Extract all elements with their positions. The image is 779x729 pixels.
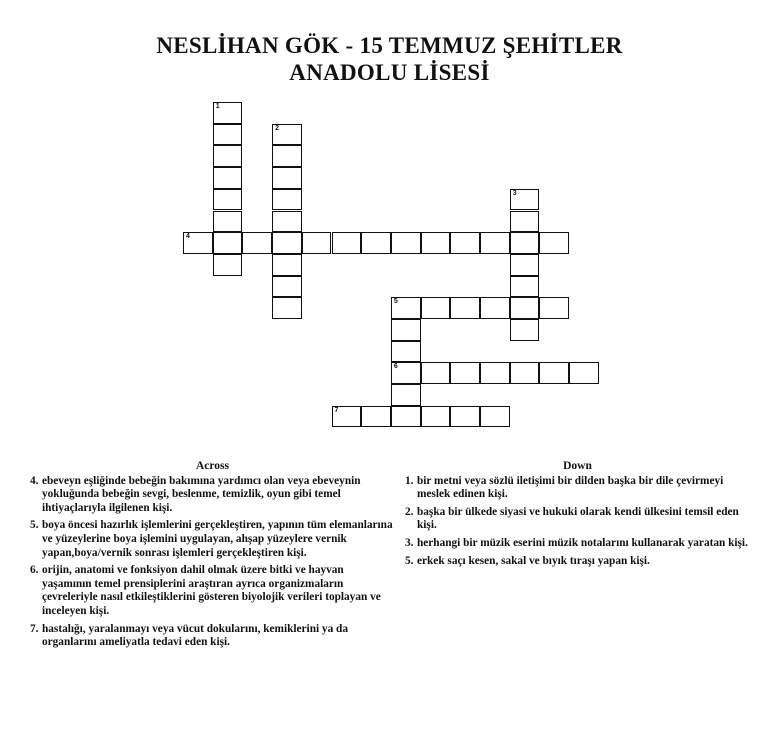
clue-text: bir metni veya sözlü iletişimi bir dilden başka bir dile çevirmeyi meslek edinen kişi. bbox=[417, 474, 724, 501]
crossword-cell[interactable] bbox=[391, 384, 421, 406]
cell-number: 7 bbox=[334, 406, 339, 414]
crossword-cell[interactable] bbox=[391, 341, 421, 363]
crossword-cell[interactable] bbox=[272, 211, 302, 233]
crossword-cell[interactable] bbox=[510, 232, 540, 254]
clue-number: 3. bbox=[405, 536, 414, 549]
crossword-grid bbox=[183, 102, 633, 442]
crossword-cell[interactable] bbox=[272, 145, 302, 167]
crossword-cell[interactable] bbox=[510, 276, 540, 298]
crossword-cell[interactable] bbox=[213, 232, 243, 254]
clue-text: erkek saçı kesen, sakal ve bıyık tıraşı yapan kişi. bbox=[417, 554, 650, 567]
clue-text: hastalığı, yaralanmayı veya vücut dokularını, kemiklerini ya da organlarını ameliyatla tedavi eden kişi. bbox=[42, 622, 348, 649]
crossword-cell[interactable] bbox=[272, 232, 302, 254]
across-heading: Across bbox=[195, 460, 229, 472]
crossword-cell[interactable] bbox=[272, 276, 302, 298]
clue-text: ebeveyn eşliğinde bebeğin bakımına yardımcı olan veya ebeveynin yokluğunda bebeğin sevgi, beslenme, temizlik, oyun gibi temel ihtiyaçlarıyla ilgilenen kişi. bbox=[42, 474, 361, 514]
crossword-cell[interactable] bbox=[480, 362, 510, 384]
title-line-2: ANADOLU LİSESİ bbox=[289, 60, 490, 85]
crossword-cell[interactable] bbox=[510, 319, 540, 341]
crossword-cell[interactable] bbox=[510, 297, 540, 319]
crossword-cell[interactable] bbox=[272, 167, 302, 189]
clue-text: boya öncesi hazırlık işlemlerini gerçekleştiren, yapının tüm elemanlarına ve yüzeylerine boya işlemini uygulayan, ahşap yüzeylere vernik yapan,boya/vernik sonrası işlemleri gerçekleştiren kişi. bbox=[42, 519, 393, 559]
clue-number: 5. bbox=[30, 519, 39, 532]
crossword-cell[interactable] bbox=[421, 406, 451, 428]
cell-number: 2 bbox=[275, 124, 279, 132]
clue-across-4 bbox=[30, 475, 395, 516]
cell-number: 4 bbox=[186, 233, 190, 241]
clue-number: 4. bbox=[30, 474, 39, 487]
clue-across-5 bbox=[30, 519, 395, 560]
clue-text: herhangi bir müzik eserini müzik notalarını kullanarak yaratan kişi. bbox=[417, 536, 748, 549]
crossword-cell[interactable] bbox=[242, 232, 272, 254]
clue-number: 1. bbox=[405, 474, 414, 487]
crossword-cell[interactable] bbox=[213, 102, 243, 124]
crossword-cell[interactable] bbox=[480, 232, 510, 254]
down-heading: Down bbox=[563, 460, 592, 472]
crossword-cell[interactable] bbox=[450, 362, 480, 384]
clue-text: orijin, anatomi ve fonksiyon dahil olmak üzere bitki ve hayvan yaşamının temel prensiplerini araştıran ayrıca organizmaların çevreleriyle nasıl etkileştiklerini gösteren biyolojik verileri toplayan ve inceleyen kişi. bbox=[42, 564, 381, 617]
cell-number: 1 bbox=[215, 103, 220, 110]
crossword-cell[interactable] bbox=[391, 406, 421, 428]
crossword-cell[interactable] bbox=[272, 189, 302, 211]
clue-number: 6. bbox=[30, 564, 39, 577]
crossword-cell[interactable] bbox=[450, 232, 480, 254]
crossword-cell[interactable] bbox=[421, 362, 451, 384]
crossword-cell[interactable] bbox=[391, 319, 421, 341]
crossword-cell[interactable] bbox=[213, 189, 243, 211]
clue-down-1 bbox=[405, 475, 750, 502]
down-clues bbox=[405, 460, 750, 572]
crossword-cell[interactable] bbox=[213, 167, 243, 189]
crossword-cell[interactable] bbox=[510, 362, 540, 384]
crossword-cell[interactable] bbox=[213, 145, 243, 167]
title-line-1: NESLİHAN GÖK - 15 TEMMUZ ŞEHİTLER bbox=[156, 33, 623, 58]
clue-down-5 bbox=[405, 555, 750, 569]
crossword-cell[interactable] bbox=[450, 297, 480, 319]
worksheet-title bbox=[0, 32, 779, 86]
crossword-cell[interactable] bbox=[213, 254, 243, 276]
crossword-cell[interactable] bbox=[361, 232, 391, 254]
crossword-cell[interactable] bbox=[510, 254, 540, 276]
crossword-cell[interactable] bbox=[272, 124, 302, 146]
clue-down-2 bbox=[405, 506, 750, 533]
crossword-cell[interactable] bbox=[332, 406, 362, 428]
crossword-cell[interactable] bbox=[361, 406, 391, 428]
clue-number: 2. bbox=[405, 505, 414, 518]
crossword-cell[interactable] bbox=[391, 362, 421, 384]
clue-number: 5. bbox=[405, 554, 414, 567]
crossword-cell[interactable] bbox=[302, 232, 332, 254]
across-clues bbox=[30, 460, 395, 654]
crossword-cell[interactable] bbox=[480, 297, 510, 319]
clue-text: başka bir ülkede siyasi ve hukuki olarak kendi ülkesini temsil eden kişi. bbox=[417, 505, 739, 532]
crossword-cell[interactable] bbox=[272, 297, 302, 319]
crossword-cell[interactable] bbox=[183, 232, 213, 254]
cell-number: 6 bbox=[393, 363, 398, 371]
cell-number: 5 bbox=[393, 298, 398, 306]
crossword-cell[interactable] bbox=[480, 406, 510, 428]
crossword-cell[interactable] bbox=[539, 362, 569, 384]
crossword-cell[interactable] bbox=[510, 189, 540, 211]
crossword-cell[interactable] bbox=[539, 232, 569, 254]
crossword-cell[interactable] bbox=[569, 362, 599, 384]
clue-down-3 bbox=[405, 537, 750, 551]
clue-number: 7. bbox=[30, 622, 39, 635]
clue-across-6 bbox=[30, 564, 395, 618]
cell-number: 3 bbox=[512, 189, 517, 197]
crossword-cell[interactable] bbox=[332, 232, 362, 254]
crossword-cell[interactable] bbox=[450, 406, 480, 428]
crossword-cell[interactable] bbox=[421, 232, 451, 254]
crossword-cell[interactable] bbox=[391, 297, 421, 319]
crossword-cell[interactable] bbox=[272, 254, 302, 276]
crossword-cell[interactable] bbox=[421, 297, 451, 319]
crossword-cell[interactable] bbox=[510, 211, 540, 233]
crossword-cell[interactable] bbox=[213, 124, 243, 146]
crossword-cell[interactable] bbox=[213, 211, 243, 233]
clue-across-7 bbox=[30, 623, 395, 650]
crossword-cell[interactable] bbox=[539, 297, 569, 319]
crossword-cell[interactable] bbox=[391, 232, 421, 254]
